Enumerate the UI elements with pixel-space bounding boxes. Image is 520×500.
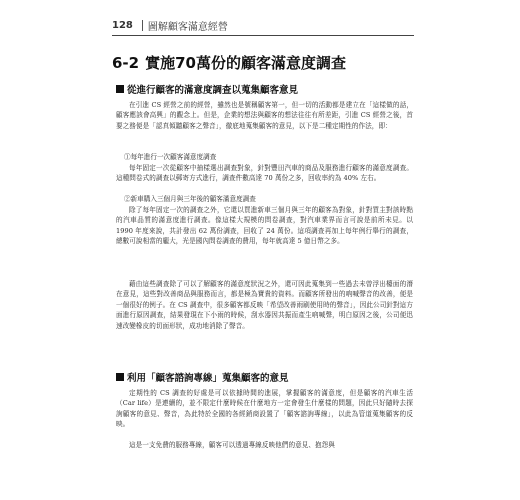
list-item-2: ②新車購入三個月與三年後的顧客滿意度調查 <box>124 195 256 203</box>
list-item-1: ①每年進行一次顧客滿意度調查 <box>124 153 217 161</box>
paragraph-5: 定期性的 CS 調查的好處是可以依據時間的進展，掌握顧客的滿意度，但是顧客的汽車生活（Car life）是連續的，並不限定什麼時候在什麼地方一定會發生什麼樣的問題，因此只好隨時去探詢顧客的意見、聲音，為此特於全國的各經銷商設置了「顧客諮詢專線」，以此為管道蒐集顧客的反映。 <box>116 389 413 429</box>
section-title-text: 實施70萬份的顧客滿意度調查 <box>145 54 346 72</box>
section-number: 6-2 <box>112 54 140 72</box>
subheading-2 <box>116 370 414 384</box>
section-title <box>112 52 414 73</box>
paragraph-2: 每年固定一次從顧客中抽樣選出調查對象，針對豐田汽車的商品及服務進行顧客的滿意度調查。這種問卷式的調查以郵寄方式進行，調查件數高達 70 萬份之多，回收率約為 40% 左右。 <box>116 164 413 183</box>
paragraph-6: 這是一支免費的服務專線，顧客可以透過專線反映他們的意見、抱怨與 <box>129 441 335 449</box>
page-header <box>112 16 412 34</box>
paragraph-4: 藉由這些調查除了可以了解顧客的滿意度狀況之外，還可因此蒐集到一些過去未曾浮出檯面的潛在意見，這些對改善商品與服務而言，都是極為寶貴的資料。而顧客所發出的吶喊聲音的改善，便是一個很好的例子。在 CS 調查中，很多顧客都反映「希望改善雨刷使用時的聲音」，因此公司針對這方面進行原因調查，結果發現在下小雨的時候，刮水器因共振而產生吶喊聲，明白原因之後，公司便迅速改變橡皮的切面形狀，成功地消除了聲音。 <box>116 280 413 330</box>
paragraph-1: 在引進 CS 經營之前的經營，雖然也是號稱顧客第一，但一切的活動都是建立在「這樣做的話，顧客應該會高興」的觀念上。但是，企業的想法與顧客的想法往往有所差距，引進 CS 經營之後，首要之務便是「認真傾聽顧客之聲音」，徹底地蒐集顧客的意見，以下是二種定期性的作法，即： <box>116 101 413 130</box>
header-separator <box>142 20 143 31</box>
subheading-1 <box>116 82 414 96</box>
subheading-2-text: 利用「顧客諮詢專線」蒐集顧客的意見 <box>127 373 289 384</box>
paragraph-3: 除了每年固定一次的調查之外，它還以買進新車三個月與三年的顧客為對象，針對買主對該時點的汽車品質的滿意度進行調查。像這樣大規模的問卷調查，對汽車業界而言可說是前所未見。以 1990 年度來說，共計發出 62 萬份調查，回收了 24 萬份。這項調查再加上每年例行舉行的調查，總數可說相當的龐大，光是國內問卷調查的費用，每年就高達 5 億日幣之多。 <box>116 206 413 246</box>
header-rule <box>112 35 414 36</box>
square-bullet-icon <box>116 373 124 381</box>
book-title: 圖解顧客滿意經營 <box>147 21 228 33</box>
page-number: 128 <box>112 19 133 31</box>
square-bullet-icon <box>116 85 124 93</box>
subheading-1-text: 從進行顧客的滿意度調查以蒐集顧客意見 <box>127 85 299 96</box>
